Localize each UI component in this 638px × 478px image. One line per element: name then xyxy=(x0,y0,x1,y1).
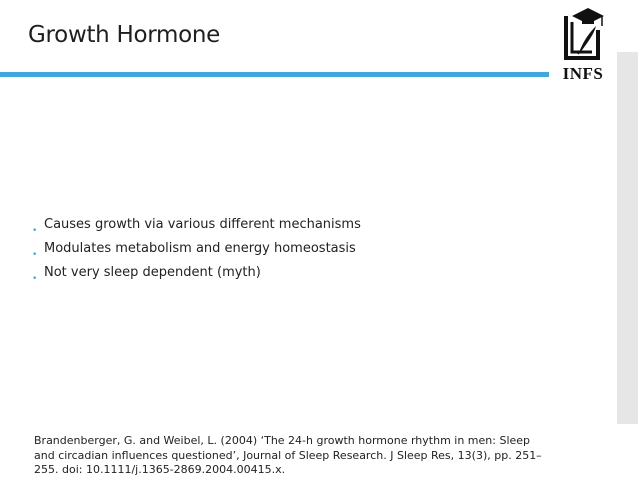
infs-logo xyxy=(558,6,608,88)
bullet-text: Causes growth via various different mechanisms xyxy=(44,217,361,232)
reference-citation: Brandenberger, G. and Weibel, L. (2004) ‘The 24-h growth hormone rhythm in men: Sleep and circadian influences questioned’, Journal of Sleep Research. J Sleep Res, 13(3), pp. 251–255. doi: 10.1111/j.1365-2869.2004.00415.x. xyxy=(34,434,542,476)
bullet-list xyxy=(32,213,361,285)
scrollbar[interactable] xyxy=(617,52,638,424)
title-underline xyxy=(0,72,549,77)
graduation-cap-icon xyxy=(558,6,608,64)
slide-title: Growth Hormone xyxy=(28,22,220,48)
quill-pen-icon xyxy=(580,26,596,50)
bullet-text: Not very sleep dependent (myth) xyxy=(44,265,261,280)
bullet-icon: • xyxy=(32,250,38,260)
bullet-text: Modulates metabolism and energy homeostasis xyxy=(44,241,356,256)
bullet-icon: • xyxy=(32,226,38,236)
bullet-item xyxy=(32,237,361,261)
bullet-item xyxy=(32,261,361,285)
bullet-item xyxy=(32,213,361,237)
logo-text: INFS xyxy=(562,64,604,83)
bullet-icon: • xyxy=(32,274,38,284)
